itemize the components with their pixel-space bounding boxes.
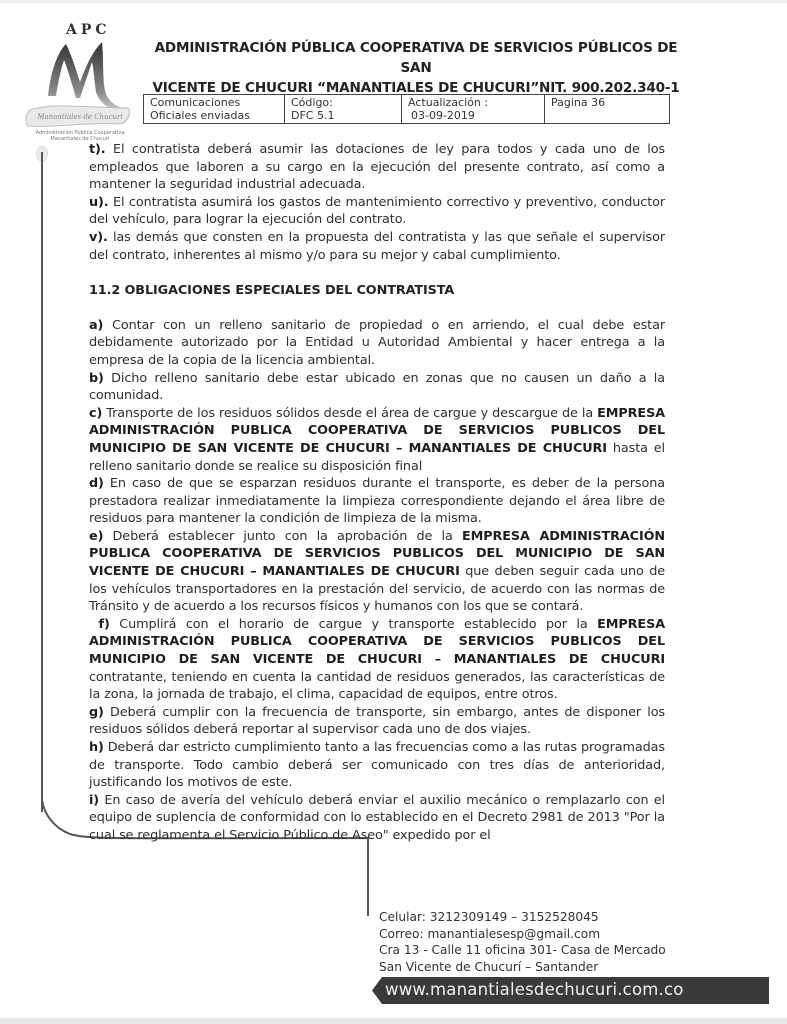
document-body	[89, 141, 665, 845]
item-f	[89, 616, 665, 704]
item-text: En caso de avería del vehículo deberá enviar el auxilio mecánico o remplazarlo con el equipo de suplencia de conformidad con lo establecido en el Decreto 2981 de 2013 "Por la cual se reglamenta el Servicio Público de Aseo" expedido por el	[89, 792, 665, 843]
item-label: t).	[89, 142, 106, 157]
item-c	[89, 405, 665, 475]
page-number: Pagina 36	[551, 96, 606, 109]
company-name-bold: EMPRESA ADMINISTRACIÓN PUBLICA COOPERATIVA DE SERVICIOS PUBLICOS DEL MUNICIPIO DE SAN VICENTE DE CHUCURI – MANANTIALES DE CHUCURI	[89, 405, 665, 456]
footer-city: San Vicente de Chucurí – Santander	[379, 959, 599, 974]
page-title	[146, 38, 686, 98]
code-value: DFC 5.1	[291, 109, 335, 122]
code-cell	[285, 95, 402, 123]
item-text: contratante, teniendo en cuenta la cantidad de residuos generados, las características de la zona, la jornada de trabajo, el clima, capacidad de equipos, entre otros.	[89, 669, 665, 703]
doc-type-line1: Comunicaciones	[150, 96, 241, 109]
item-a	[89, 317, 665, 370]
item-label: i)	[89, 792, 100, 808]
logo-caption-line2: Manantiales de Chucuri	[50, 136, 110, 142]
item-u	[89, 194, 665, 229]
item-text: hasta el relleno sanitario donde se realice su disposición final	[89, 440, 665, 474]
item-text: que deben seguir cada uno de los vehículos transportadores en la prestación del servicio, de acuerdo con las normas de Tránsito y de acuerdo a los recursos físicos y humanos con los que se contará.	[89, 564, 665, 615]
item-label: c)	[89, 405, 103, 421]
item-text: Deberá establecer junto con la aprobación de la	[103, 528, 462, 544]
item-g	[89, 704, 665, 739]
footer-phone: Celular: 3212309149 – 3152528045	[379, 910, 599, 924]
company-logo	[24, 22, 136, 142]
scan-edge-top	[0, 0, 787, 4]
item-label: g)	[89, 704, 104, 720]
logo-m-icon	[24, 38, 136, 130]
item-text: Deberá cumplir con la frecuencia de transporte, sin embargo, antes de disponer los residuos sólidos deberá reportar al supervisor cada uno de dos viajes.	[89, 704, 665, 738]
item-text: Contar con un relleno sanitario de propiedad o en arriendo, el cual debe estar debidamente autorizado por la Entidad u Autoridad Ambiental y hacer entrega a la empresa de la copia de la licencia ambiental.	[89, 317, 665, 368]
item-e	[89, 528, 665, 616]
item-text: El contratista deberá asumir las dotaciones de ley para todos y cada uno de los empleados que laboren a su cargo en la ejecución del presente contrato, así como a mantener la seguridad industrial adecuada.	[89, 142, 665, 193]
item-label: h)	[89, 740, 104, 755]
footer-address: Cra 13 - Calle 11 oficina 301- Casa de Mercado	[379, 943, 666, 957]
item-label: b)	[89, 370, 104, 386]
page-number-cell	[545, 95, 669, 123]
item-text: Cumplirá con el horario de cargue y transporte establecido por la	[109, 616, 598, 632]
title-line-2: VICENTE DE CHUCURI “MANANTIALES DE CHUCURI”NIT. 900.202.340-1	[152, 80, 680, 96]
item-text: Transporte de los residuos sólidos desde el área de cargue y descargue de la	[102, 405, 598, 421]
scan-edge-bottom	[0, 1018, 787, 1024]
item-label: f)	[98, 616, 110, 632]
logo-caption-line1: Administración Pública Cooperativa	[35, 130, 125, 136]
document-info-table	[143, 94, 670, 124]
doc-type-cell	[144, 95, 285, 123]
item-label: v).	[89, 229, 108, 245]
item-label: u).	[89, 194, 109, 210]
item-text: las demás que consten en la propuesta del contratista y las que señale el supervisor del contrato, inherentes al mismo y/o para su mejor y cabal cumplimiento.	[89, 229, 665, 263]
company-name-bold: EMPRESA ADMINISTRACIÓN PUBLICA COOPERATIVA DE SERVICIOS PUBLICOS DEL MUNICIPIO DE SAN VICENTE DE CHUCURI – MANANTIALES DE CHUCURI	[89, 528, 665, 580]
footer-website-link[interactable]: www.manantialesdechucuri.com.co	[385, 980, 684, 999]
item-t	[89, 141, 665, 194]
item-text: Deberá dar estricto cumplimiento tanto a las frecuencias como a las rutas programadas de transporte. Todo cambio deberá ser comunicado con tres días de anterioridad, justificando los motivos de este.	[89, 740, 665, 791]
item-d	[89, 475, 665, 528]
section-heading: 11.2 OBLIGACIONES ESPECIALES DEL CONTRATISTA	[89, 283, 455, 299]
item-i	[89, 792, 665, 845]
item-label: e)	[89, 528, 104, 544]
code-label: Código:	[291, 96, 333, 109]
update-cell	[402, 95, 545, 123]
footer-contact-block	[379, 909, 666, 975]
item-v	[89, 229, 665, 264]
item-b	[89, 370, 665, 405]
update-value: 03-09-2019	[411, 109, 475, 122]
logo-banner-text: Manantiales de Chucuri	[37, 113, 123, 121]
logo-apc-text: APC	[66, 22, 111, 38]
item-label: d)	[89, 476, 104, 492]
item-text: El contratista asumirá los gastos de mantenimiento correctivo y preventivo, conductor del vehículo, para lograr la ejecución del contrato.	[89, 194, 665, 228]
item-label: a)	[89, 317, 104, 333]
left-border-line	[41, 152, 43, 812]
company-name-bold: EMPRESA ADMINISTRACIÓN PUBLICA COOPERATIVA DE SERVICIOS PUBLICOS DEL MUNICIPIO DE SAN VICENTE DE CHUCURI – MANANTIALES DE CHUCURI	[89, 616, 665, 668]
item-text: Dicho relleno sanitario debe estar ubicado en zonas que no causen un daño a la comunidad.	[89, 370, 665, 404]
title-line-1: ADMINISTRACIÓN PÚBLICA COOPERATIVA DE SERVICIOS PÚBLICOS DE SAN	[154, 40, 678, 76]
doc-type-line2: Oficiales enviadas	[150, 109, 250, 122]
item-h	[89, 739, 665, 792]
item-text: En caso de que se esparzan residuos durante el transporte, es deber de la persona prestadora realizar inmediatamente la limpieza correspondiente dejando el área libre de residuos para mantener la condición de limpieza de la misma.	[89, 476, 665, 527]
footer-email: Correo: manantialesesp@gmail.com	[379, 926, 601, 941]
update-label: Actualización :	[408, 96, 489, 109]
